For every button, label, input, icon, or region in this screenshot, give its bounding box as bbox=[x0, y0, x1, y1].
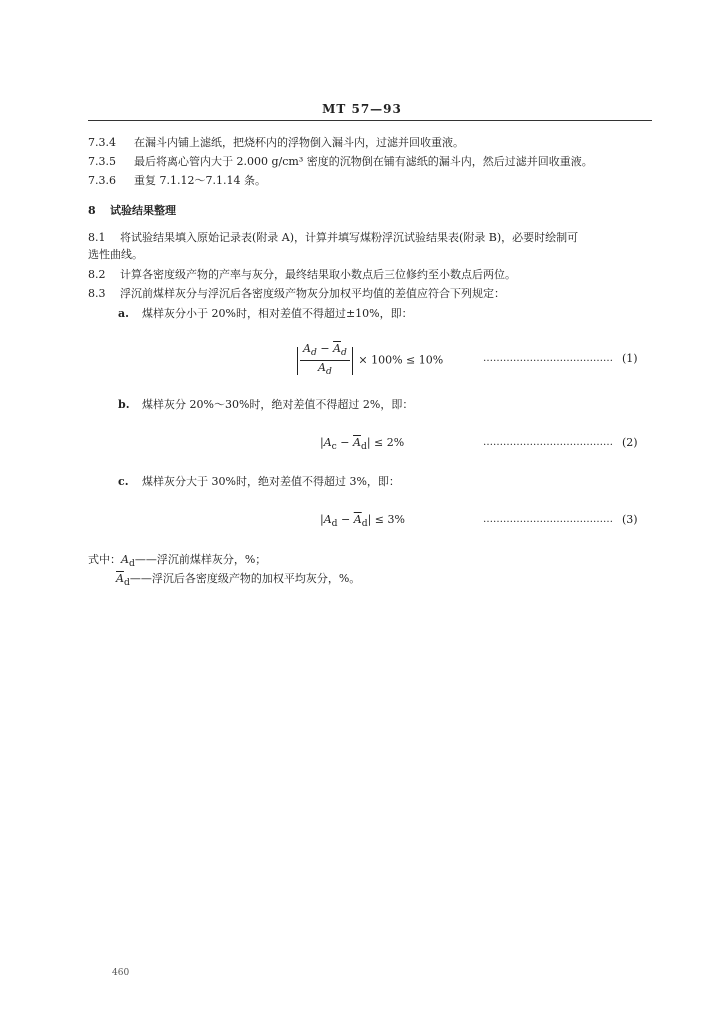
item-label: b. bbox=[118, 398, 130, 411]
item-text: 煤样灰分小于 20%时，相对差值不得超过±10%，即： bbox=[142, 307, 413, 320]
section-number: 8 bbox=[88, 204, 96, 217]
formula-fraction bbox=[300, 342, 350, 379]
clause-number: 8.2 bbox=[88, 268, 106, 281]
clause-text: 在漏斗内铺上滤纸，把烧杯内的浮物倒入漏斗内，过滤并回收重液。 bbox=[134, 136, 464, 149]
clause-number: 7.3.6 bbox=[88, 174, 116, 187]
page-number: 460 bbox=[112, 968, 130, 978]
clause-7-3-5 bbox=[88, 155, 593, 169]
variable-description: ——浮沉前煤样灰分，%； bbox=[134, 553, 267, 566]
clause-text: 重复 7.1.12～7.1.14 条。 bbox=[134, 174, 266, 187]
formula-1-number: (1) bbox=[622, 352, 638, 365]
item-a bbox=[118, 307, 413, 321]
formula-2: $|A_c - \overline{A}_d| \le 2\%$ bbox=[320, 436, 405, 453]
abs-bar-left bbox=[297, 347, 298, 375]
clause-text: 计算各密度级产物的产率与灰分，最终结果取小数点后三位修约至小数点后两位。 bbox=[120, 268, 516, 281]
fraction-numerator: $A_d - \overline{A}_d$ bbox=[300, 342, 350, 361]
where-line-2: $\overline{A}_d——$浮沉后各密度级产物的加权平均灰分，%。 bbox=[116, 572, 361, 589]
formula-rest: × 100% ≤ 10% bbox=[358, 353, 444, 367]
variable-symbol: $\overline{A}$ bbox=[116, 572, 124, 585]
item-label: a. bbox=[118, 307, 129, 320]
clause-text: 将试验结果填入原始记录表(附录 A)，计算并填写煤粉浮沉试验结果表(附录 B)，必要时绘制可 bbox=[120, 231, 579, 244]
page-header: MT 57—93 bbox=[322, 102, 402, 116]
clause-text: 浮沉前煤样灰分与浮沉后各密度级产物灰分加权平均值的差值应符合下列规定： bbox=[120, 287, 505, 300]
clause-7-3-4 bbox=[88, 136, 464, 150]
abs-bar-right bbox=[352, 347, 353, 375]
clause-number: 7.3.5 bbox=[88, 155, 116, 168]
section-8-heading bbox=[88, 204, 176, 218]
formula-3-number: (3) bbox=[622, 513, 638, 526]
fraction-denominator: $A_d$ bbox=[318, 361, 332, 378]
section-title: 试验结果整理 bbox=[110, 204, 176, 217]
item-text: 煤样灰分大于 30%时，绝对差值不得超过 3%，即： bbox=[142, 475, 400, 488]
clause-text: 最后将离心管内大于 2.000 g/cm³ 密度的沉物倒在铺有滤纸的漏斗内，然后过滤并回收重液。 bbox=[134, 155, 593, 168]
clause-number: 8.1 bbox=[88, 231, 106, 244]
variable-description: ——浮沉后各密度级产物的加权平均灰分，%。 bbox=[129, 572, 361, 585]
clause-number: 8.3 bbox=[88, 287, 106, 300]
where-line-1: 式中：$A_d——$浮沉前煤样灰分，%； bbox=[88, 553, 267, 570]
clause-7-3-6 bbox=[88, 174, 266, 188]
item-c bbox=[118, 475, 400, 489]
formula-3-leader: ………………………………… bbox=[483, 514, 613, 525]
formula-1-leader: ………………………………… bbox=[483, 353, 613, 364]
formula-2-leader: ………………………………… bbox=[483, 437, 613, 448]
header-rule bbox=[88, 120, 652, 121]
item-text: 煤样灰分 20%～30%时，绝对差值不得超过 2%，即： bbox=[142, 398, 414, 411]
formula-1 bbox=[295, 342, 443, 379]
item-label: c. bbox=[118, 475, 129, 488]
formula-2-number: (2) bbox=[622, 436, 638, 449]
clause-8-3 bbox=[88, 287, 505, 301]
clause-8-2 bbox=[88, 268, 516, 282]
clause-8-1-continued: 选性曲线。 bbox=[88, 248, 143, 261]
clause-8-1 bbox=[88, 231, 578, 245]
variable-symbol: A bbox=[121, 553, 129, 566]
clause-number: 7.3.4 bbox=[88, 136, 116, 149]
formula-3: $|A_d - \overline{A}_d| \le 3\%$ bbox=[320, 513, 405, 530]
where-lead: 式中： bbox=[88, 553, 121, 566]
item-b bbox=[118, 398, 413, 412]
